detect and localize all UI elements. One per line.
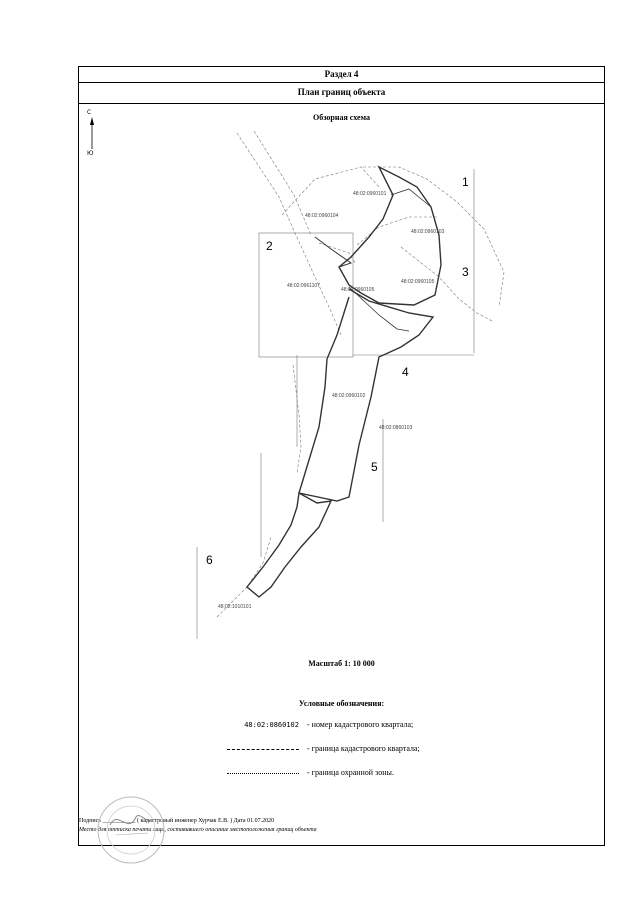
quarter-label: 48:02:0960101 [353,191,387,197]
quarter-label: 48:02:0960102 [332,393,366,399]
overview-plan [79,67,606,667]
signature-line: Подпись ___________ ( кадастровый инженер Хурчак Е.В. ) Дата 01.07.2020 [79,818,275,824]
legend-text: - граница кадастрового квартала; [307,744,420,753]
sheet-number-2: 2 [266,239,273,253]
document-frame [78,66,605,846]
sheet-number-1: 1 [462,175,469,189]
quarter-label: 48:02:0960105 [401,279,435,285]
legend-title: Условные обозначения: [298,699,385,708]
quarter-label: 48:02:0960104 [305,213,339,219]
seal-stamp-icon [88,795,174,865]
sheet-number-6: 6 [206,553,213,567]
quarter-label: 48:02:0961107 [287,283,320,289]
quarter-label: 48:02:0960103 [411,229,445,235]
legend-item-quarter-number [227,719,413,731]
legend-sample-dashed-line [227,749,299,750]
sheet-frame-2 [259,233,353,357]
sheet-number-3: 3 [462,265,469,279]
legend-item-protection-zone [227,767,394,779]
legend-text: - граница охранной зоны. [307,768,394,777]
legend-item-quarter-boundary [227,743,420,755]
page-title: План границ объекта [79,82,604,104]
protection-zone-corridor [299,289,433,501]
quarter-label: 48:02:0960105 [341,287,375,293]
sheet-number-5: 5 [371,460,378,474]
stamp-note: Место для оттиска печати лица, составившего описание местоположения границ объекта [79,827,317,833]
section-heading: Раздел 4 [79,67,604,83]
plan-subtitle: Обзорная схема [313,113,370,122]
sheet-number-4: 4 [402,365,409,379]
quarter-label: 48:02:1010101 [218,604,252,610]
quarter-label: 48:02:0860103 [379,425,413,431]
compass-north-label: С [87,109,92,116]
legend-text: - номер кадастрового квартала; [307,720,414,729]
compass-south-label: Ю [87,150,94,157]
legend-sample-zone-line [227,773,299,774]
legend-sample-quarter: 48:02:0860102 [244,721,299,730]
scale-label: Масштаб 1: 10 000 [308,659,375,668]
